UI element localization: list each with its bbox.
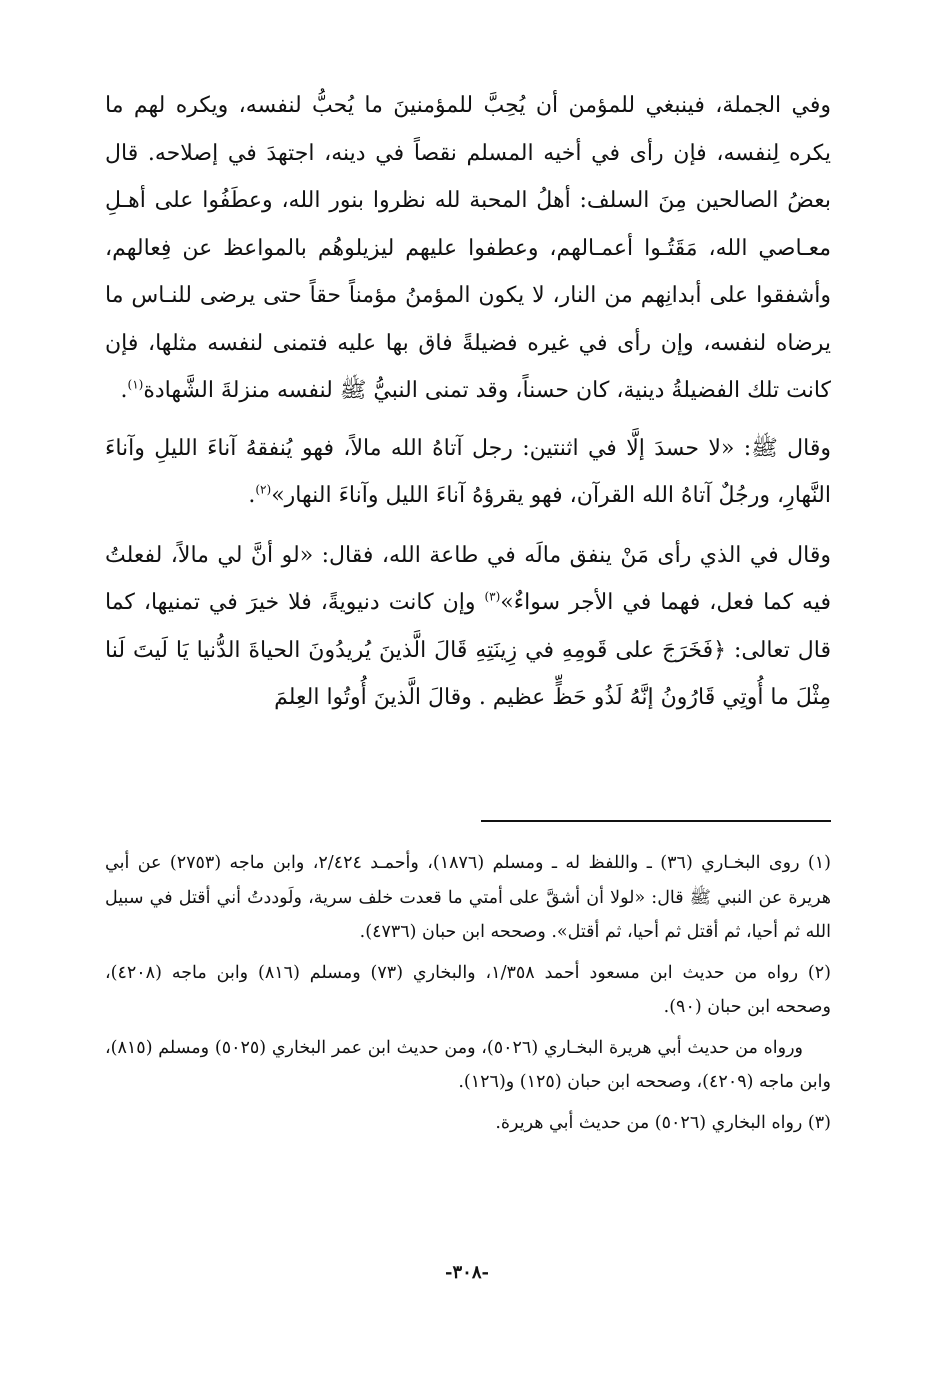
paragraph-2: وقال ﷺ: «لا حسدَ إلَّا في اثنتين: رجل آتاهُ الله مالاً، فهو يُنفقهُ آناءَ الليلِ وآناءَ النَّهارِ، ورجُلٌ آتاهُ الله القرآن، فهو يقرؤهُ آناءَ الليل وآناءَ النهار»$^{(٢)}$.: [105, 435, 831, 508]
footnote-ref-3: (٣): [484, 589, 501, 604]
paragraph-1-text: وفي الجملة، فينبغي للمؤمن أن يُحِبَّ للمؤمنينَ ما يُحبُّ لنفسه، ويكره لهم ما يكره لِنفسه، فإن رأى في أخيه المسلم نقصاً في دينه، اجتهدَ في إصلاحه. قال بعضُ الصالحين مِنَ السلف: أهلُ المحبة لله نظروا بنور الله، وعطَفُوا على أهـلِ معـاصي الله، مَقَتُـوا أعمـالهم، وعطفوا عليهم ليزيلوهُم بالمواعظ عن فِعالهم، وأشفقوا على أبدانِهم من النار، لا يكون المؤمنُ مؤمناً حقاً حتى يرضى للنـاس ما يرضاه لنفسه، وإن رأى في غيره فضيلةً فاق بها عليه فتمنى لنفسه مثلها، فإن كانت تلك الفضيلةُ دينية، كان حسناً، وقد تمنى النبيُّ ﷺ لنفسه منزلةَ الشَّهادة: [105, 93, 831, 403]
footnote-1-line-2: (٢٧٥٣) عن أبي هريرة عن النبي ﷺ قال: «لولا أن أشقَّ على أمتي ما قعدت خلف سرية، ولَوددتُ أني أقتل في سبيل الله ثم أحيا، ثم أقتل ثم أحيا، ثم أقتل». وصححه ابن حبان (٤٧٣٦).: [105, 853, 831, 942]
main-text: [105, 82, 831, 722]
footnote-2-line-2: (٤٢٠٨)، وصححه ابن حبان (٩٠).: [105, 962, 831, 1017]
footnote-separator: [481, 820, 831, 822]
footnote-2: [105, 956, 831, 1025]
footnote-2-extra: ورواه من حديث أبي هريرة البخـاري (٥٠٢٦)، ومن حديث ابن عمر البخاري (٥٠٢٥) ومسلم (٨١٥)، وابن ماجه (٤٢٠٩)، وصححه ابن حبان (١٢٥) و(١٢٦).: [105, 1037, 831, 1092]
footnote-1-line-1: (١) روى البخـاري (٣٦) ـ واللفظ له ـ ومسلم (١٨٧٦)، وأحمـد ٢/٤٢٤، وابن ماجه: [229, 853, 831, 873]
footnotes: [105, 846, 831, 1146]
footnote-ref-1: (١): [127, 377, 144, 392]
page-number: -٣٠٨-: [445, 1262, 489, 1283]
footnote-ref-2: (٢): [255, 482, 272, 497]
paragraph-3: [105, 532, 831, 722]
footnote-1: [105, 846, 831, 950]
paragraph-3-continuation: وإن كانت دنيويةً، فلا خيرَ في تمنيها، كما قال تعالى: ﴿فَخَرَجَ على قَومِهِ في زِينَتِهِ قَالَ الَّذينَ يُريدُونَ الحياةَ الدُّنيا يَا لَيتَ لَنا مِثْلَ ما أُوتِي قَارُونُ إنَّهُ لَذُو حَظٍّ عظيم . وقالَ الَّذينَ أُوتُوا العِلمَ: [105, 590, 831, 710]
footnote-2-line-1: (٢) رواه من حديث ابن مسعود أحمد ١/٣٥٨، والبخاري (٧٣) ومسلم (٨١٦) وابن ماجه: [171, 962, 831, 983]
paragraph-3-text: وقال في الذي رأى مَنْ ينفق مالَه في طاعة الله، فقال: «لو أنَّ لي مالاً، لفعلتُ فيه كما فعل، فهما في الأجر سواءٌ»: [105, 542, 831, 615]
paragraph-1: وفي الجملة، فينبغي للمؤمن أن يُحِبَّ للمؤمنينَ ما يُحبُّ لنفسه، ويكره لهم ما يكره لِنفسه، فإن رأى في أخيه المسلم نقصاً في دينه، اجتهدَ في إصلاحه. قال بعضُ الصالحين مِنَ السلف: أهلُ المحبة لله نظروا بنور الله، وعطَفُوا على أهـلِ معـاصي الله، مَقَتُـوا أعمـالهم، وعطفوا عليهم ليزيلوهُم بالمواعظ عن فِعالهم، وأشفقوا على أبدانِهم من النار، لا يكون المؤمنُ مؤمناً حقاً حتى يرضى للنـاس ما يرضاه لنفسه، وإن رأى في غيره فضيلةً فاق بها عليه فتمنى لنفسه مثلها، فإن كانت تلك الفضيلةُ دينية، كان حسناً، وقد تمنى النبيُّ ﷺ لنفسه منزلةَ الشَّهادة$^{(١)}$.: [105, 93, 831, 403]
paragraph-2-text: وقال ﷺ: «لا حسدَ إلَّا في اثنتين: رجل آتاهُ الله مالاً، فهو يُنفقهُ آناءَ الليلِ وآناءَ النَّهارِ، ورجُلٌ آتاهُ الله القرآن، فهو يقرؤهُ آناءَ الليل وآناءَ النهار»: [105, 435, 831, 508]
footnote-3: (٣) رواه البخاري (٥٠٢٦) من حديث أبي هريرة.: [495, 1112, 831, 1133]
